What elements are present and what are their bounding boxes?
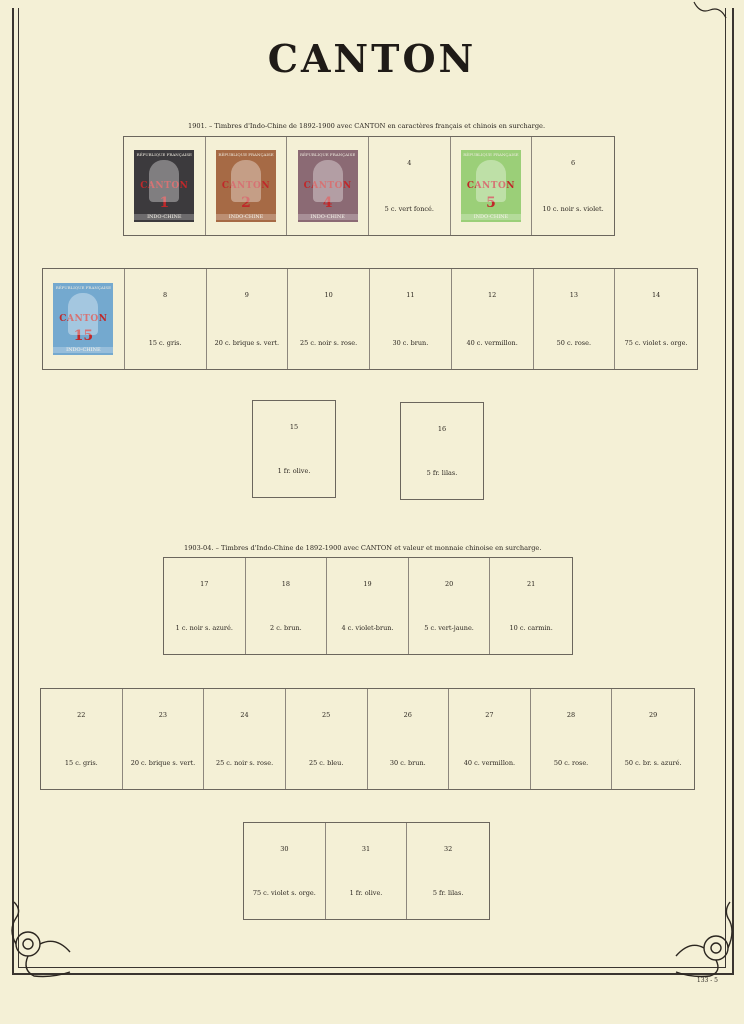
stamp-space: [244, 823, 326, 919]
page-title: CANTON: [267, 36, 477, 81]
stamp-description: 4 c. violet-brun.: [341, 624, 394, 632]
catalog-number: 19: [363, 580, 372, 588]
stamp-space: [368, 689, 450, 789]
stamp-space: [409, 558, 491, 654]
corner-ornament-right-icon: [672, 900, 742, 980]
stamp-value: 4: [322, 194, 333, 211]
allegory-figure-icon: [313, 160, 343, 202]
stamp-description: 75 c. violet s. orge.: [252, 889, 316, 897]
catalog-number: 26: [403, 711, 412, 719]
stamp-description: 15 c. gris.: [64, 759, 98, 767]
stamp-image: [295, 147, 361, 225]
catalog-number: 4: [407, 159, 412, 167]
stamp-description: 15 c. gris.: [148, 339, 182, 347]
stamp-description: 40 c. vermillon.: [466, 339, 518, 347]
section-1903-caption: [184, 544, 541, 552]
section2-row1: [163, 557, 573, 655]
stamp-value: 2: [241, 194, 251, 211]
stamp-description: 75 c. violet s. orge.: [624, 339, 688, 347]
catalog-number: 15: [289, 423, 299, 431]
stamp-cell: [124, 137, 206, 235]
catalog-number: 27: [485, 711, 494, 719]
stamp-value: 5: [486, 194, 496, 211]
stamp-country-text: RÉPUBLIQUE FRANÇAISE: [55, 285, 112, 290]
catalog-number: 11: [406, 291, 415, 299]
stamp-space: [452, 269, 534, 369]
caption-text-end: en caractères français et chinois en surcharge.: [387, 122, 546, 130]
stamp-overprint: CANTON: [140, 181, 189, 192]
allegory-figure-icon: [68, 293, 98, 335]
catalog-number: 28: [566, 711, 576, 719]
catalog-number: 14: [651, 291, 661, 299]
caption-brand: CANTON: [354, 122, 386, 130]
stamp-image: [458, 147, 524, 225]
stamp-description: 10 c. noir s. violet.: [542, 205, 604, 213]
caption-brand: CANTON: [360, 544, 393, 552]
stamp-space: [532, 137, 614, 235]
section1-row3-cell-16: [400, 402, 484, 500]
stamp-bottom-text: INDO-CHINE: [134, 214, 194, 220]
catalog-number: 18: [281, 580, 291, 588]
caption-text-end: et valeur et monnaie chinoise en surcharge.: [394, 544, 542, 552]
stamp-description: 20 c. brique s. vert.: [130, 759, 196, 767]
stamp-space: [615, 269, 697, 369]
stamp-description: 10 c. carmin.: [509, 624, 553, 632]
stamp-space: [449, 689, 531, 789]
stamp-space: [41, 689, 123, 789]
stamp-description: 25 c. noir s. rose.: [300, 339, 358, 347]
catalog-number: 9: [244, 291, 249, 299]
stamp-image: [131, 147, 197, 225]
allegory-figure-icon: [149, 160, 179, 202]
catalog-number: 6: [571, 159, 576, 167]
stamp-description: 5 c. vert foncé.: [384, 205, 434, 213]
stamp-description: 40 c. vermillon.: [463, 759, 516, 767]
stamp-description: 1 fr. olive.: [277, 467, 311, 475]
stamp-description: 20 c. brique s. vert.: [214, 339, 280, 347]
catalog-number: 29: [649, 711, 658, 719]
stamp-space: [207, 269, 289, 369]
stamp-description: 25 c. bleu.: [308, 759, 344, 767]
catalog-number: 8: [163, 291, 168, 299]
stamp-description: 5 c. vert-jaune.: [424, 624, 474, 632]
section1-row2: [42, 268, 698, 370]
catalog-number: 23: [158, 711, 168, 719]
stamp-space: [534, 269, 616, 369]
catalog-number: 12: [487, 291, 497, 299]
stamp-overprint: CANTON: [303, 181, 352, 192]
stamp-space: [286, 689, 368, 789]
stamp-overprint: CANTON: [59, 314, 108, 325]
stamp-overprint: CANTON: [221, 181, 271, 192]
stamp-space: [327, 558, 409, 654]
stamp-bottom-text: INDO-CHINE: [53, 347, 113, 353]
stamp-slot: [47, 273, 120, 365]
stamp-slot: [128, 141, 201, 231]
catalog-number: 13: [569, 291, 579, 299]
stamp-image: [50, 280, 116, 358]
stamp-country-text: RÉPUBLIQUE FRANÇAISE: [136, 152, 192, 157]
stamp-description: 5 fr. lilas.: [426, 469, 458, 477]
stamp-space: [401, 403, 483, 499]
stamp-space: [125, 269, 207, 369]
section2-row2: [40, 688, 695, 790]
stamp-description: 30 c. brun.: [389, 759, 426, 767]
stamp-space: [370, 269, 452, 369]
stamp-cell: [206, 137, 288, 235]
stamp-country-text: RÉPUBLIQUE FRANÇAISE: [463, 152, 519, 157]
stamp-face: [298, 150, 358, 222]
stamp-space: [246, 558, 328, 654]
caption-text-start: 1901. – Timbres d'Indo-Chine de 1892-1900 avec: [188, 122, 353, 130]
stamp-description: 30 c. brun.: [392, 339, 429, 347]
stamp-cell: [287, 137, 369, 235]
stamp-description: 50 c. rose.: [553, 759, 589, 767]
stamp-description: 1 c. noir s. azuré.: [175, 624, 233, 632]
stamp-description: 2 c. brun.: [270, 624, 302, 632]
corner-ornament-left-icon: [4, 900, 74, 980]
catalog-number: 20: [444, 580, 454, 588]
stamp-space: [253, 401, 335, 497]
allegory-figure-icon: [476, 160, 506, 202]
stamp-space: [407, 823, 489, 919]
stamp-value: 15: [73, 327, 94, 344]
page-number: 133 - 5: [696, 977, 718, 984]
stamp-bottom-text: INDO-CHINE: [461, 214, 521, 220]
stamp-slot: [455, 141, 528, 231]
stamp-face: [216, 150, 276, 222]
catalog-number: 10: [324, 291, 333, 299]
stamp-space: [326, 823, 408, 919]
stamp-country-text: RÉPUBLIQUE FRANÇAISE: [299, 152, 356, 157]
stamp-face: [53, 283, 113, 355]
stamp-description: 50 c. br. s. azuré.: [624, 759, 682, 767]
allegory-figure-icon: [231, 160, 261, 202]
stamp-cell: [43, 269, 125, 369]
section1-row1: [123, 136, 615, 236]
stamp-cell: [451, 137, 533, 235]
stamp-slot: [210, 141, 283, 231]
stamp-overprint: CANTON: [466, 181, 516, 192]
stamp-bottom-text: INDO-CHINE: [298, 214, 358, 220]
stamp-face: [461, 150, 521, 222]
stamp-space: [369, 137, 451, 235]
section2-row3: [243, 822, 490, 920]
catalog-number: 30: [280, 845, 289, 853]
stamp-description: 50 c. rose.: [556, 339, 592, 347]
stamp-bottom-text: INDO-CHINE: [216, 214, 276, 220]
catalog-number: 16: [437, 425, 447, 433]
catalog-number: 31: [361, 845, 371, 853]
stamp-space: [164, 558, 246, 654]
stamp-space: [531, 689, 613, 789]
stamp-space: [204, 689, 286, 789]
stamp-space: [123, 689, 205, 789]
stamp-description: 5 fr. lilas.: [432, 889, 464, 897]
catalog-number: 17: [200, 580, 209, 588]
catalog-number: 22: [77, 711, 86, 719]
stamp-image: [213, 147, 279, 225]
catalog-number: 25: [322, 711, 331, 719]
stamp-space: [612, 689, 694, 789]
stamp-space: [490, 558, 572, 654]
catalog-number: 24: [240, 711, 249, 719]
section-1901-caption: [188, 122, 545, 130]
stamp-description: 25 c. noir s. rose.: [215, 759, 274, 767]
catalog-number: 21: [527, 580, 536, 588]
stamp-slot: [291, 141, 364, 231]
stamp-face: [134, 150, 194, 222]
stamp-value: 1: [159, 194, 170, 211]
stamp-space: [288, 269, 370, 369]
catalog-number: 32: [444, 845, 453, 853]
stamp-country-text: RÉPUBLIQUE FRANÇAISE: [218, 152, 274, 157]
stamp-description: 1 fr. olive.: [349, 889, 383, 897]
caption-text-start: 1903-04. – Timbres d'Indo-Chine de 1892-1900 avec: [184, 544, 359, 552]
corner-ornament-top-icon: [690, 0, 730, 24]
section1-row3-cell-15: [252, 400, 336, 498]
